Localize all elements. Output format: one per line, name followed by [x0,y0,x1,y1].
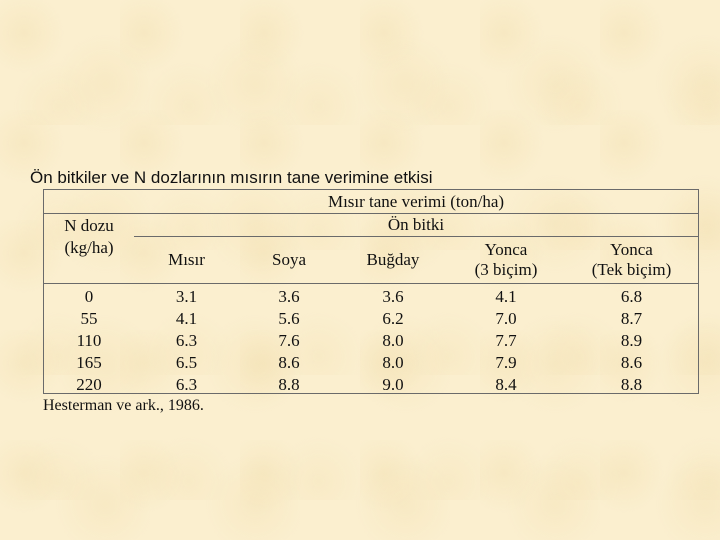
value-cell: 8.0 [382,353,404,372]
value-cell: 8.8 [278,375,300,394]
table-row [44,308,698,330]
column-header-bugday [339,237,447,284]
yield-table-container [43,189,699,394]
dose-cell: 220 [76,375,102,394]
column-header-label: Soya [272,250,306,269]
group-header: Ön bitki [134,214,698,237]
caption-row [44,190,698,214]
value-cell: 8.7 [620,309,643,328]
value-cell: 3.1 [175,287,198,306]
dose-cell: 55 [80,309,98,328]
column-header-label: Yonca [610,240,653,259]
value-cell: 4.1 [495,287,517,306]
column-header-label: Buğday [366,250,420,269]
value-cell: 8.0 [382,331,404,350]
value-cell: 6.2 [382,309,404,328]
value-cell: 7.7 [495,331,517,350]
value-cell: 8.9 [620,331,643,350]
table-row [44,284,698,309]
n-dose-header [44,214,134,284]
table-row [44,330,698,352]
value-cell: 7.9 [495,353,517,372]
value-cell: 6.8 [620,287,643,306]
column-header-label: Yonca [484,240,528,259]
column-header-sublabel: (Tek biçim) [591,260,672,279]
yield-table [44,190,698,396]
column-header-misir [134,237,239,284]
value-cell: 8.6 [278,353,300,372]
column-header-label: Mısır [168,250,205,269]
table-row [44,374,698,396]
value-cell: 8.8 [620,375,643,394]
value-cell: 8.4 [495,375,517,394]
table-row [44,352,698,374]
value-cell: 3.6 [382,287,404,306]
column-header-yonca-tek [565,237,698,284]
value-cell: 6.3 [175,331,198,350]
n-dose-header-line2: (kg/ha) [64,238,114,257]
dose-cell: 110 [76,331,102,350]
column-header-yonca-3 [447,237,565,284]
value-cell: 3.6 [278,287,300,306]
table-body [44,284,698,397]
dose-cell: 165 [76,353,102,372]
source-citation: Hesterman ve ark., 1986. [43,397,204,414]
value-cell: 5.6 [278,309,300,328]
column-header-sublabel: (3 biçim) [474,260,538,279]
value-cell: 6.5 [175,353,198,372]
value-cell: 8.6 [620,353,643,372]
value-cell: 4.1 [175,309,198,328]
slide-title: Ön bitkiler ve N dozlarının mısırın tane verimine etkisi [30,168,433,187]
group-header-row [44,214,698,237]
dose-cell: 0 [84,287,94,306]
value-cell: 6.3 [175,375,198,394]
n-dose-header-line1: N dozu [64,216,114,235]
table-caption: Mısır tane verimi (ton/ha) [134,190,698,214]
value-cell: 7.0 [495,309,517,328]
column-header-row [44,237,698,284]
column-header-soya [239,237,339,284]
value-cell: 9.0 [382,375,404,394]
value-cell: 7.6 [278,331,300,350]
